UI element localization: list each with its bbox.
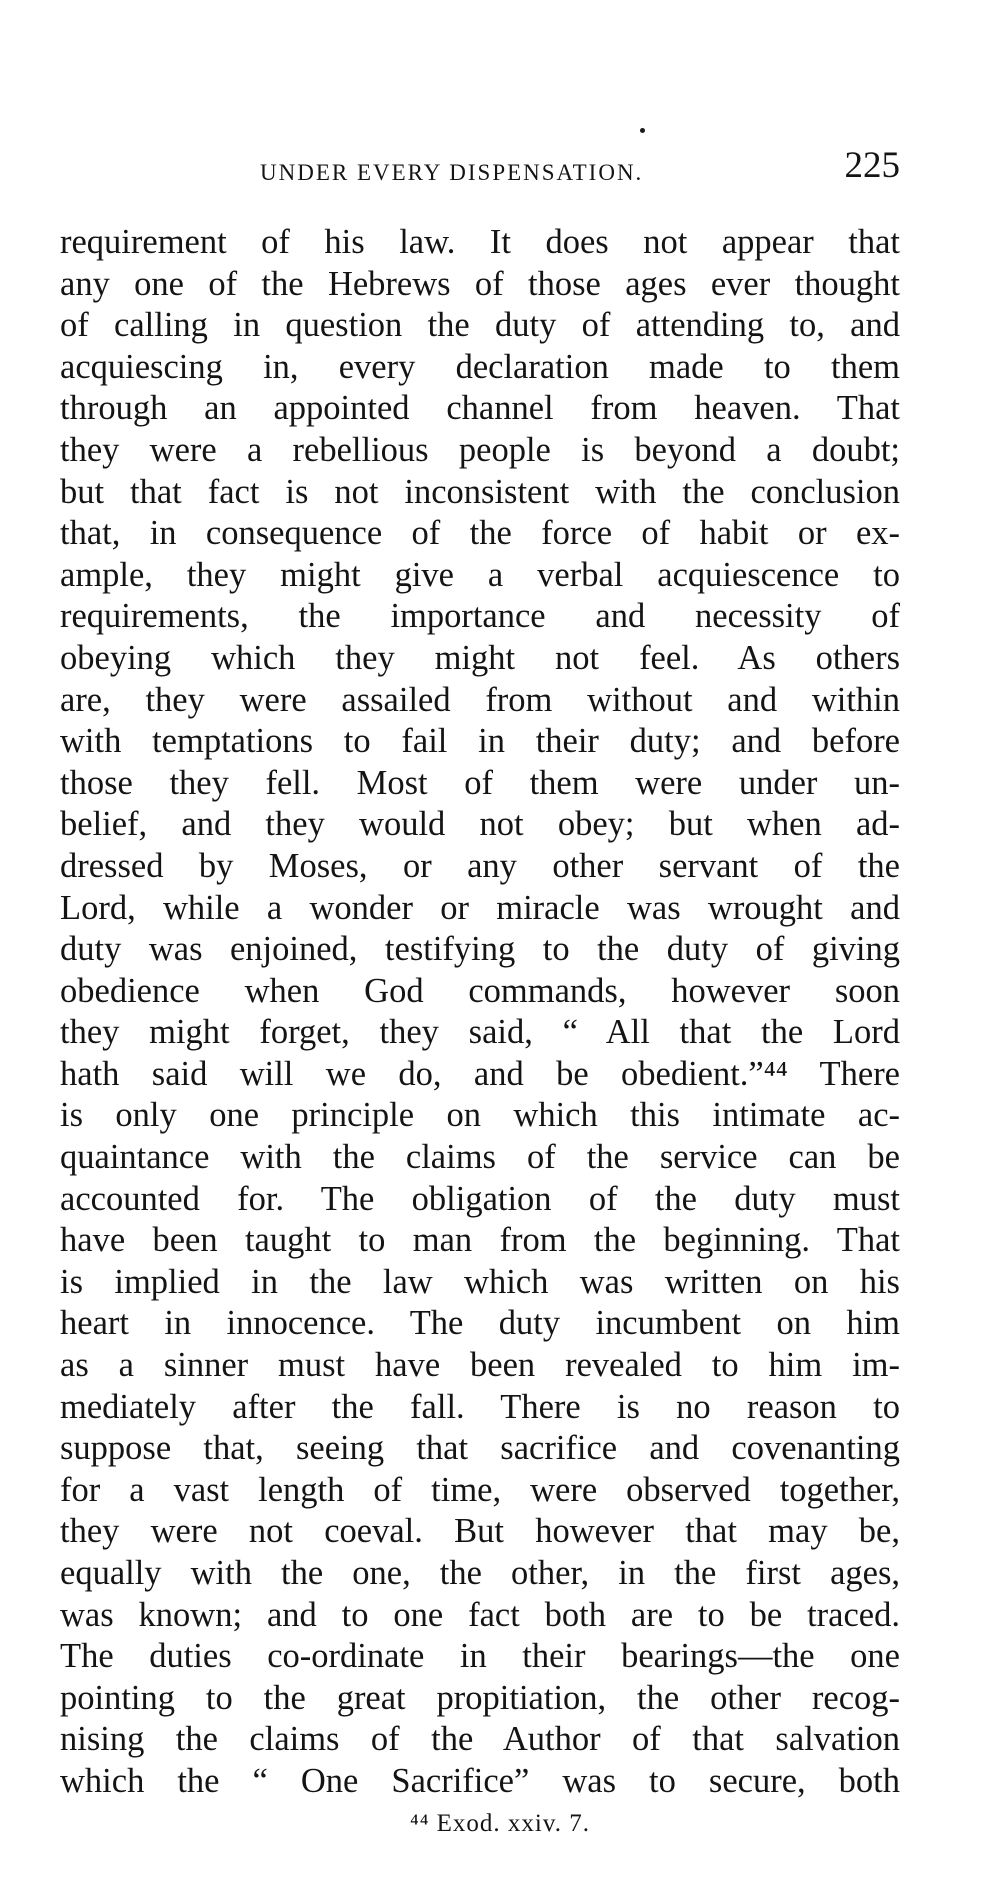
body-text (60, 222, 900, 1803)
text-line: equally with the one, the other, in the first ages, (60, 1554, 900, 1592)
text-line: have been taught to man from the beginning. That (60, 1221, 900, 1260)
running-head: UNDER EVERY DISPENSATION. (260, 160, 644, 185)
text-line: they were a rebellious people is beyond a doubt; (60, 430, 900, 469)
text-line: suppose that, seeing that sacrifice and covenanting (60, 1429, 900, 1468)
text-line: Lord, while a wonder or miracle was wrought and (60, 888, 900, 927)
text-line: through an appointed channel from heaven. That (60, 389, 900, 428)
ink-dot (640, 128, 645, 133)
text-line: which the “ One Sacrifice” was to secure, both (60, 1761, 900, 1800)
text-line: The duties co-ordinate in their bearings—the one (60, 1637, 900, 1676)
text-line: they were not coeval. But however that may be, (60, 1512, 900, 1551)
text-line: pointing to the great propitiation, the other recog- (60, 1678, 900, 1717)
page-header (60, 144, 900, 190)
page-number: 225 (844, 145, 900, 186)
text-line: those they fell. Most of them were under un- (60, 763, 900, 802)
text-line: hath said will we do, and be obedient.”⁴⁴ There (60, 1054, 900, 1093)
text-line: are, they were assailed from without and within (60, 680, 900, 719)
text-line: belief, and they would not obey; but when ad- (60, 805, 900, 844)
text-line: accounted for. The obligation of the duty must (60, 1179, 900, 1218)
text-line: was known; and to one fact both are to be traced. (60, 1595, 900, 1634)
text-line: requirements, the importance and necessity of (60, 597, 900, 636)
text-line: dressed by Moses, or any other servant of the (60, 846, 900, 885)
footnote: ⁴⁴ Exod. xxiv. 7. (409, 1810, 591, 1837)
text-line: mediately after the fall. There is no reason to (60, 1387, 900, 1426)
text-line: acquiescing in, every declaration made to them (60, 347, 900, 386)
text-line: but that fact is not inconsistent with the conclusion (60, 472, 900, 511)
text-line: obedience when God commands, however soon (60, 971, 900, 1010)
text-line: requirement of his law. It does not appear that (60, 223, 900, 261)
text-line: as a sinner must have been revealed to him im- (60, 1346, 900, 1385)
text-line: is implied in the law which was written on his (60, 1262, 900, 1301)
text-line: heart in innocence. The duty incumbent on him (60, 1304, 900, 1343)
text-line: with temptations to fail in their duty; and before (60, 722, 900, 761)
text-line: that, in consequence of the force of habit or ex- (60, 514, 900, 553)
text-line: duty was enjoined, testifying to the duty of giving (60, 930, 900, 969)
text-line: they might forget, they said, “ All that the Lord (60, 1013, 900, 1052)
text-line: ample, they might give a verbal acquiescence to (60, 555, 900, 594)
text-line: nising the claims of the Author of that salvation (60, 1720, 900, 1759)
text-line: for a vast length of time, were observed together, (60, 1470, 900, 1509)
text-line: quaintance with the claims of the service can be (60, 1138, 900, 1177)
text-line: obeying which they might not feel. As others (60, 638, 900, 677)
text-line: is only one principle on which this intimate ac- (60, 1096, 900, 1135)
text-line: of calling in question the duty of attending to, and (60, 306, 900, 345)
text-line: any one of the Hebrews of those ages ever thought (60, 264, 900, 303)
